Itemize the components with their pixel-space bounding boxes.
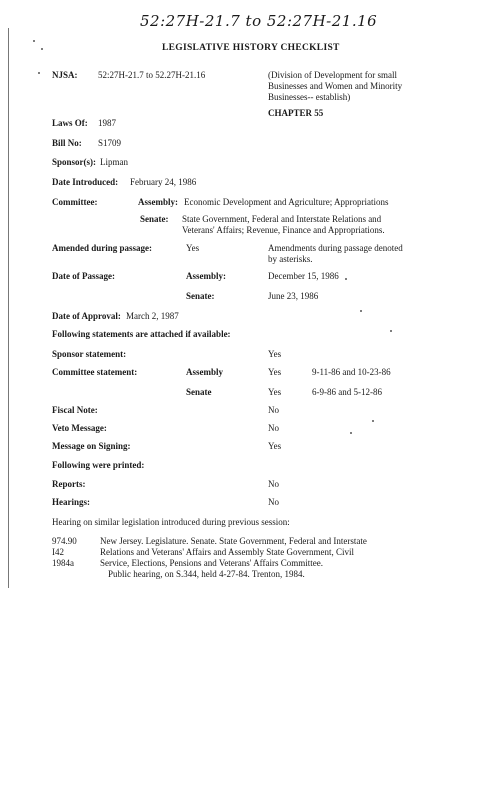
reports-value: No — [268, 479, 279, 489]
description-line: Businesses and Women and Minority — [268, 81, 403, 91]
hearing-citation-line: Relations and Veterans' Affairs and Assembly State Government, Civil — [100, 547, 354, 557]
hearings-value: No — [268, 497, 279, 507]
message-on-signing-value: Yes — [268, 441, 282, 451]
njsa-label: NJSA: — [52, 70, 78, 80]
attached-heading: Following statements are attached if available: — [52, 329, 231, 339]
chapter-label: CHAPTER 55 — [268, 108, 324, 118]
sponsor-statement-value: Yes — [268, 349, 282, 359]
passage-assembly-value: December 15, 1986 — [268, 271, 339, 281]
hearing-heading: Hearing on similar legislation introduced during previous session: — [52, 517, 290, 527]
date-of-approval-value: March 2, 1987 — [126, 311, 179, 321]
amended-value: Yes — [186, 243, 200, 253]
call-number-line: 974.90 — [52, 536, 77, 546]
njsa-value: 52:27H-21.7 to 52.27H-21.16 — [98, 70, 206, 80]
fiscal-note-label: Fiscal Note: — [52, 405, 98, 415]
printed-heading: Following were printed: — [52, 460, 145, 470]
committee-statement-assembly-dates: 9-11-86 and 10-23-86 — [312, 367, 391, 377]
hearings-label: Hearings: — [52, 497, 90, 507]
bill-no-label: Bill No: — [52, 138, 82, 148]
committee-statement-assembly-label: Assembly — [186, 367, 224, 377]
committee-label: Committee: — [52, 197, 98, 207]
passage-senate-label: Senate: — [186, 291, 215, 301]
date-of-approval-label: Date of Approval: — [52, 311, 121, 321]
committee-senate-line: State Government, Federal and Interstate Relations and — [182, 214, 382, 224]
amended-label: Amended during passage: — [52, 243, 153, 253]
committee-assembly-value: Economic Development and Agriculture; Appropriations — [184, 197, 389, 207]
handwritten-header: 52:27H-21.7 to 52:27H-21.16 — [140, 12, 378, 30]
passage-assembly-label: Assembly: — [186, 271, 226, 281]
committee-senate-label: Senate: — [140, 214, 169, 224]
amended-note-line: by asterisks. — [268, 254, 313, 264]
sponsors-label: Sponsor(s): — [52, 157, 97, 167]
date-of-passage-label: Date of Passage: — [52, 271, 115, 281]
call-number-line: 1984a — [52, 558, 74, 568]
sponsors-value: Lipman — [100, 157, 128, 167]
hearing-citation-line: New Jersey. Legislature. Senate. State Government, Federal and Interstate — [100, 536, 367, 546]
veto-message-value: No — [268, 423, 279, 433]
description-line: Businesses-- establish) — [268, 92, 351, 102]
speck-mark — [360, 310, 362, 312]
committee-statement-senate-label: Senate — [186, 387, 212, 397]
message-on-signing-label: Message on Signing: — [52, 441, 131, 451]
committee-assembly-label: Assembly: — [138, 197, 178, 207]
passage-senate-value: June 23, 1986 — [268, 291, 319, 301]
committee-statement-label: Committee statement: — [52, 367, 138, 377]
description-line: (Division of Development for small — [268, 70, 397, 80]
committee-senate-line: Veterans' Affairs; Revenue, Finance and Appropriations. — [182, 225, 385, 235]
page-edge-line — [8, 28, 9, 588]
committee-statement-senate-value: Yes — [268, 387, 282, 397]
speck-mark — [390, 330, 392, 332]
veto-message-label: Veto Message: — [52, 423, 107, 433]
reports-label: Reports: — [52, 479, 86, 489]
speck-mark — [345, 278, 347, 280]
laws-of-value: 1987 — [98, 118, 116, 128]
amended-note-line: Amendments during passage denoted — [268, 243, 403, 253]
speck-mark — [41, 48, 43, 50]
speck-mark — [33, 40, 35, 42]
hearing-citation-line: Public hearing, on S.344, held 4-27-84. Trenton, 1984. — [108, 569, 305, 579]
date-introduced-value: February 24, 1986 — [130, 177, 197, 187]
laws-of-label: Laws Of: — [52, 118, 88, 128]
committee-statement-assembly-value: Yes — [268, 367, 282, 377]
fiscal-note-value: No — [268, 405, 279, 415]
hearing-citation-line: Service, Elections, Pensions and Veterans' Affairs Committee. — [100, 558, 323, 568]
page-title: LEGISLATIVE HISTORY CHECKLIST — [162, 43, 340, 53]
speck-mark — [372, 420, 374, 422]
bill-no-value: S1709 — [98, 138, 122, 148]
committee-statement-senate-dates: 6-9-86 and 5-12-86 — [312, 387, 382, 397]
sponsor-statement-label: Sponsor statement: — [52, 349, 127, 359]
date-introduced-label: Date Introduced: — [52, 177, 119, 187]
speck-mark — [350, 432, 352, 434]
call-number-line: I42 — [52, 547, 64, 557]
speck-mark — [38, 72, 40, 74]
